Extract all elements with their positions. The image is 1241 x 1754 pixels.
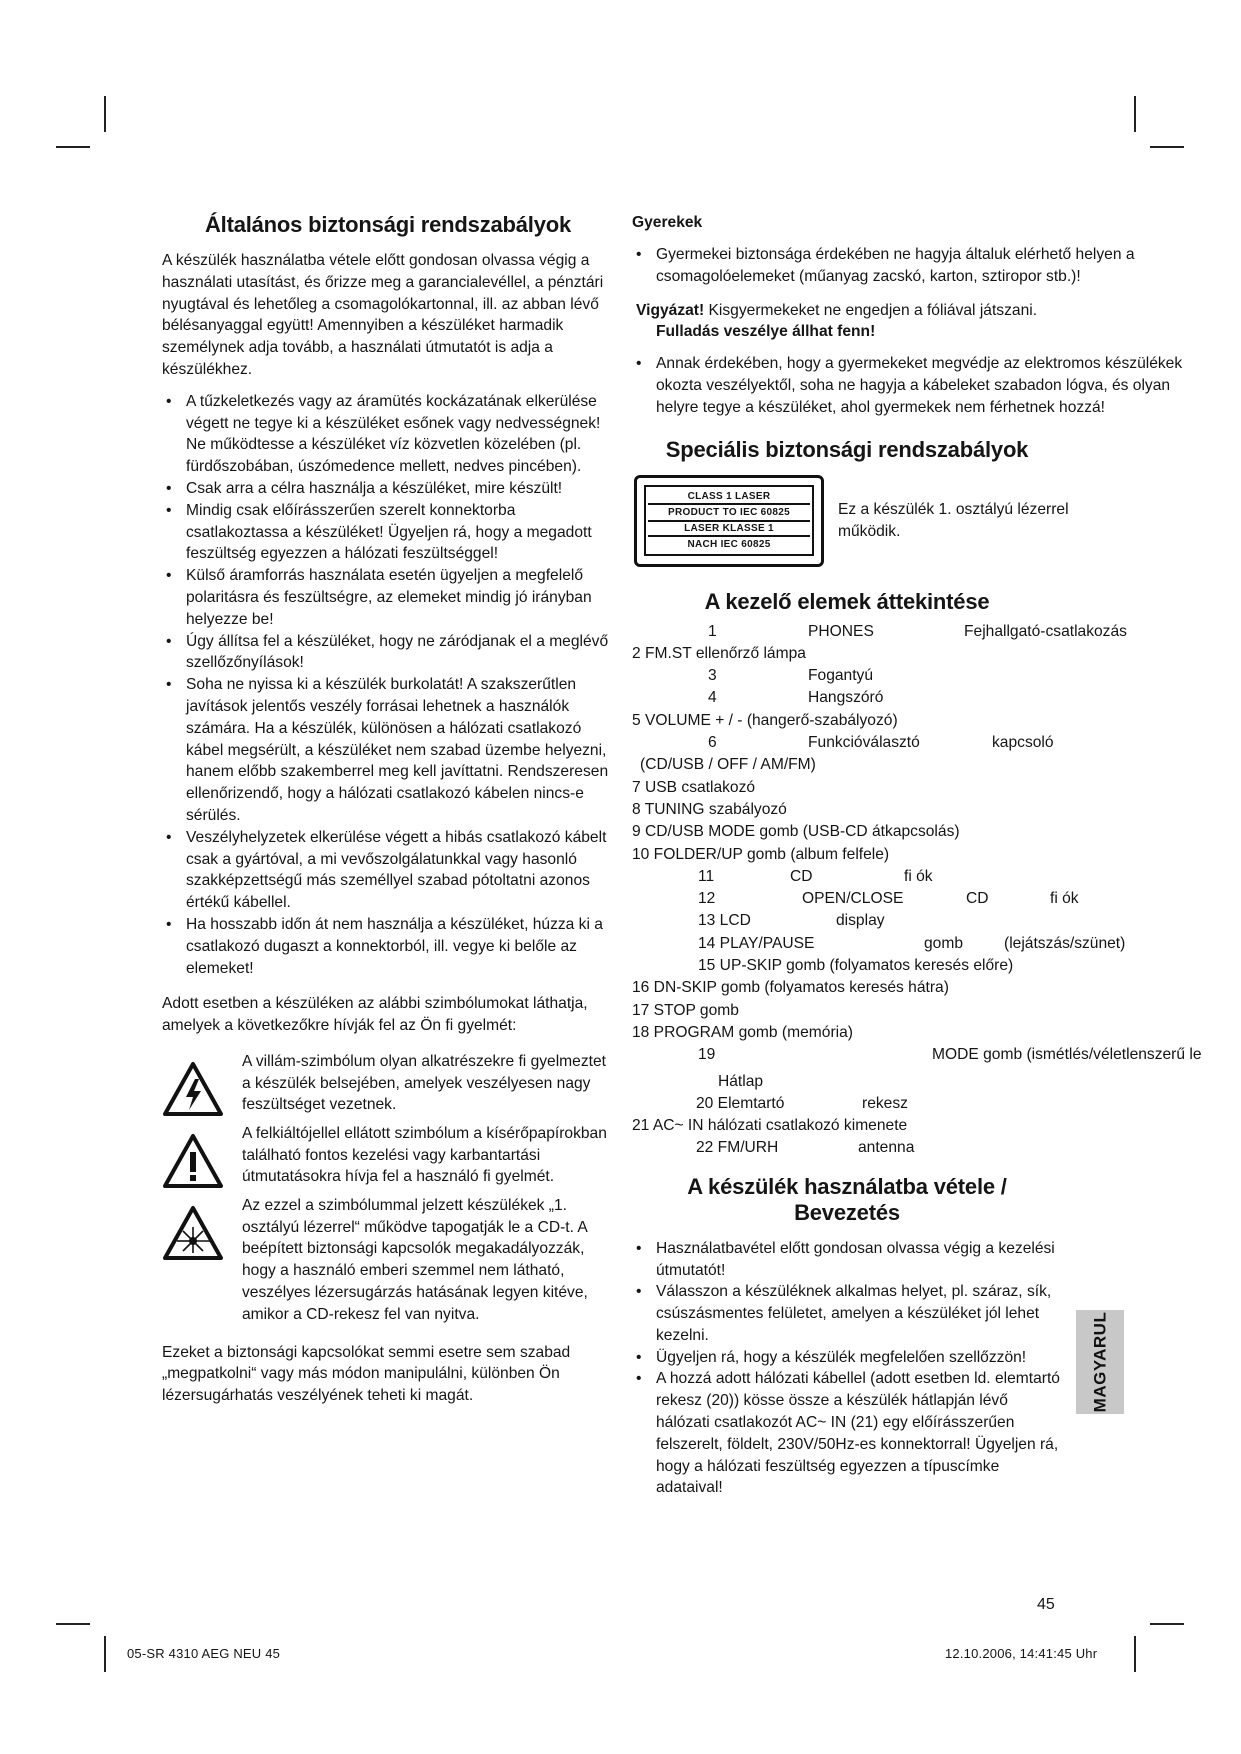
crop-mark [1150,1623,1184,1625]
control-cell: 21 AC~ IN hálózati csatlakozó kimenete [632,1117,908,1135]
control-cell: 9 CD/USB MODE gomb (USB-CD átkapcsolás) [632,823,960,841]
control-cell: 12 [698,890,716,908]
lightning-warning-icon [162,1061,224,1117]
control-cell: 2 FM.ST ellenőrző lámpa [632,644,806,662]
crop-mark [104,96,106,132]
laser-label-row [632,475,1192,567]
control-cell: 14 PLAY/PAUSE [698,934,815,952]
crop-mark [56,146,90,148]
control-cell: PHONES [808,622,874,640]
special-safety-title: Speciális biztonsági rendszabályok [665,436,1029,462]
laser-label-line: LASER KLASSE 1 [684,523,774,535]
laser-class-label [634,475,824,567]
lightning-symbol-text: A villám-szimbólum olyan alkatrészekre fi gyelmeztet a készülék belsejében, amelyek veszélyesen nagy feszültséget vezetnek. [242,1052,606,1114]
controls-list [632,621,1202,1067]
control-row [632,866,1192,888]
control-row [632,799,1192,821]
control-row [632,1044,1202,1066]
symbol-row [162,1051,614,1117]
warning-label: Vigyázat! [636,301,705,319]
control-row [632,821,1192,843]
control-row [632,933,1192,955]
controls-title: A kezelő elemek áttekintése [704,588,990,614]
crop-mark [56,1623,90,1625]
control-cell: 6 [708,734,717,752]
children-bullet-list [632,244,1192,288]
crop-mark [104,1636,106,1672]
laser-label-line: CLASS 1 LASER [687,491,771,503]
laser-symbol-text: Az ezzel a szimbólummal jelzett készülékek „1. osztályú lézerrel“ működve tapogatják le a CD-t. A beépített biztonsági kapcsolók megakadályozzák, hogy a használó emberi szemmel nem látható, veszélyes lézersugárzás hatásának legyen kitéve, amikor a CD-rekesz fel van nyitva. [242,1196,588,1323]
list-item: • Használatbavétel előtt gondosan olvassa végig a kezelési útmutatót! [632,1238,1062,1282]
list-item: • A tűzkeletkezés vagy az áramütés kockázatának elkerülése végett ne tegye ki a készüléket esőnek vagy nedvességnek! Ne működtesse a készüléket víz közvetlen közelében (pl. fürdőszobában, úszómedence mellett, nedves pincében). [162,391,614,478]
children-bullet-list-2 [632,353,1192,418]
list-item: • Úgy állítsa fel a készüléket, hogy ne záródjanak el a meglévő szellőzőnyílások! [162,631,614,675]
language-tab [1076,1310,1124,1414]
symbol-row [162,1195,614,1326]
control-cell: antenna [858,1139,915,1157]
list-item: • Csak arra a célra használja a készüléket, mire készült! [162,478,614,500]
closing-paragraph: Ezeket a biztonsági kapcsolókat semmi esetre sem szabad „megpatkolni“ vagy más módon manipulálni, különben Ön lézersugárhatás veszélyének teheti ki magát. [162,1343,571,1405]
children-warning [632,300,1192,344]
list-item: • Válasszon a készüléknek alkalmas helyet, pl. száraz, sík, csúszásmentes felületet, amelyen a készüléket jól lehet kezelni. [632,1281,1062,1346]
crop-mark [1134,96,1136,132]
control-cell: 3 [708,667,717,685]
control-cell: display [836,912,885,930]
control-cell: (CD/USB / OFF / AM/FM) [640,756,816,774]
list-item: • Ügyeljen rá, hogy a készülék megfelelően szellőzzön! [632,1347,1062,1369]
control-cell: 8 TUNING szabályozó [632,800,787,818]
control-cell: 5 VOLUME + / - (hangerő-szabályozó) [632,711,898,729]
control-cell: Hangszóró [808,689,884,707]
control-cell: 19 [698,1046,716,1064]
control-row [632,844,1192,866]
footer-right: 12.10.2006, 14:41:45 Uhr [945,1646,1098,1661]
control-row [632,643,1192,665]
list-item: • Veszélyhelyzetek elkerülése végett a hibás csatlakozó kábelt csak a gyártóval, a mi vevőszolgálatunkkal vagy hasonló szakképzettségű más személlyel szabad pótoltatni azonos értékű kábellel. [162,827,614,914]
control-cell: 20 Elemtartó [696,1094,785,1112]
footer-left: 05-SR 4310 AEG NEU 45 [127,1646,281,1661]
symbol-row [162,1123,614,1189]
general-bullet-list [162,391,614,980]
laser-label-line: PRODUCT TO IEC 60825 [648,503,810,522]
control-cell: (lejátszás/szünet) [1004,934,1126,952]
list-item: • A hozzá adott hálózati kábellel (adott esetben ld. elemtartó rekesz (20)) kösse össze a készülék hátlapján lévő hálózati csatlakozót AC~ IN (21) egy előírásszerűen felszerelt, földelt, 230V/50Hz-es konnektorral! Ügyeljen rá, hogy a hálózati feszültség egyezzen a típuscímke adataival! [632,1368,1062,1499]
crop-mark [1150,146,1184,148]
control-cell: 22 FM/URH [696,1139,779,1157]
control-row [632,1093,1192,1115]
page-number: 45 [1037,1596,1055,1613]
control-cell: 1 [708,622,717,640]
back-panel-list [632,1093,1192,1160]
general-intro: A készülék használatba vétele előtt gondosan olvassa végig a használati utasítást, és őrizze meg a garancialevéllel, a pénztári nyugtával és lehetőleg a csomagolókartonnal, ill. az abban lévő bélésanyaggal együtt! Amennyiben a készüléket harmadik személynek adja tovább, a használati útmutatót is adja a készülékhez. [162,252,604,378]
language-tab-label: MAGYARUL [1090,1311,1109,1413]
list-item: • Mindig csak előírásszerűen szerelt konnektorba csatlakoztassa a készüléket! Ügyeljen rá, hogy a megadott feszültség egyezzen a hálózati feszültséggel! [162,500,614,565]
control-cell: CD [790,867,813,885]
control-cell: 18 PROGRAM gomb (memória) [632,1023,853,1041]
control-cell: gomb [924,934,964,952]
control-row [632,977,1192,999]
crop-mark [1134,1636,1136,1672]
list-item: • Külső áramforrás használata esetén ügyeljen a megfelelő polaritásra és feszültségre, az elemeket mindig jó irányban helyezze be! [162,565,614,630]
control-cell: 4 [708,689,717,707]
exclamation-warning-icon [162,1133,224,1189]
setup-bullet-list [632,1238,1062,1500]
control-cell: 13 LCD [698,912,751,930]
laser-warning-icon [162,1205,224,1261]
control-row [632,1000,1192,1022]
control-row [632,1115,1192,1137]
control-row [632,1137,1192,1159]
control-row [632,665,1192,687]
control-cell: OPEN/CLOSE [802,890,904,908]
setup-title: A készülék használatba vétele / Bevezetés [687,1173,1007,1225]
control-cell: 16 DN-SKIP gomb (folyamatos keresés hátra) [632,979,949,997]
control-row [632,732,1192,754]
control-cell: Funkcióválasztó [808,734,920,752]
control-cell: rekesz [862,1094,908,1112]
children-heading: Gyerekek [632,214,703,231]
control-cell: fi ók [904,867,933,885]
control-cell: 11 [698,867,715,885]
warning-text: Kisgyermekeket ne engedjen a fóliával játszani. [704,301,1038,319]
control-cell: CD [966,890,989,908]
back-panel-heading: Hátlap [718,1072,764,1090]
control-row [632,910,1192,932]
control-row [632,1022,1192,1044]
symbols-intro: Adott esetben a készüléken az alábbi szimbólumokat láthatja, amelyek a következőkre hívják fel az Ön fi gyelmét: [162,995,588,1035]
control-cell: 7 USB csatlakozó [632,778,756,796]
control-row [632,621,1192,643]
list-item: • Annak érdekében, hogy a gyermekeket megvédje az elektromos készülékek okozta veszélyektől, soha ne hagyja a kábeleket szabadon lógva, és olyan helyre tegye a készüléket, ahol gyermekek nem férhetnek hozzá! [632,353,1192,418]
warning-bold: Fulladás veszélye állhat fenn! [656,323,876,341]
left-column [162,212,614,1417]
control-cell: MODE gomb (ismétlés/véletlenszerű le [932,1046,1202,1064]
control-row [632,687,1192,709]
control-cell: 10 FOLDER/UP gomb (album felfele) [632,845,890,863]
control-row [632,888,1192,910]
list-item: • Gyermekei biztonsága érdekében ne hagyja általuk elérhető helyen a csomagolóelemeket (műanyag zacskó, karton, sztiropor stb.)! [632,244,1192,288]
list-item: • Ha hosszabb időn át nem használja a készüléket, húzza ki a csatlakozó dugaszt a konnektorból, ill. vegye ki belőle az elemeket! [162,914,614,979]
general-safety-title: Általános biztonsági rendszabályok [204,212,572,237]
control-row [632,754,1192,776]
control-cell: Fogantyú [808,667,874,685]
list-item: • Soha ne nyissa ki a készülék burkolatát! A szakszerűtlen javítások jelentős veszély forrásai lehetnek a használók számára. Ha a készülék, különösen a hálózati csatlakozó kábel megsérült, a készüléket nem szabad üzembe helyezni, hanem előbb szakemberrel meg kell javíttatni. Rendszeresen ellenőrizendő, hogy a hálózati csatlakozó kábelen nincs-e sérülés. [162,674,614,827]
laser-class-text: Ez a készülék 1. osztályú lézerrel működik. [838,500,1069,540]
control-cell: 15 UP-SKIP gomb (folyamatos keresés előre) [698,957,1014,975]
control-row [632,710,1192,732]
control-cell: kapcsoló [992,734,1054,752]
control-cell: 17 STOP gomb [632,1001,739,1019]
control-row [632,955,1192,977]
exclamation-symbol-text: A felkiáltójellel ellátott szimbólum a kísérőpapírokban található fontos kezelési vagy karbantartási útmutatásokra hívja fel a használó fi gyelmét. [242,1124,607,1186]
control-cell: Fejhallgató-csatlakozás [964,622,1127,640]
laser-label-line: NACH IEC 60825 [648,535,810,551]
control-row [632,777,1192,799]
control-cell: fi ók [1050,890,1079,908]
